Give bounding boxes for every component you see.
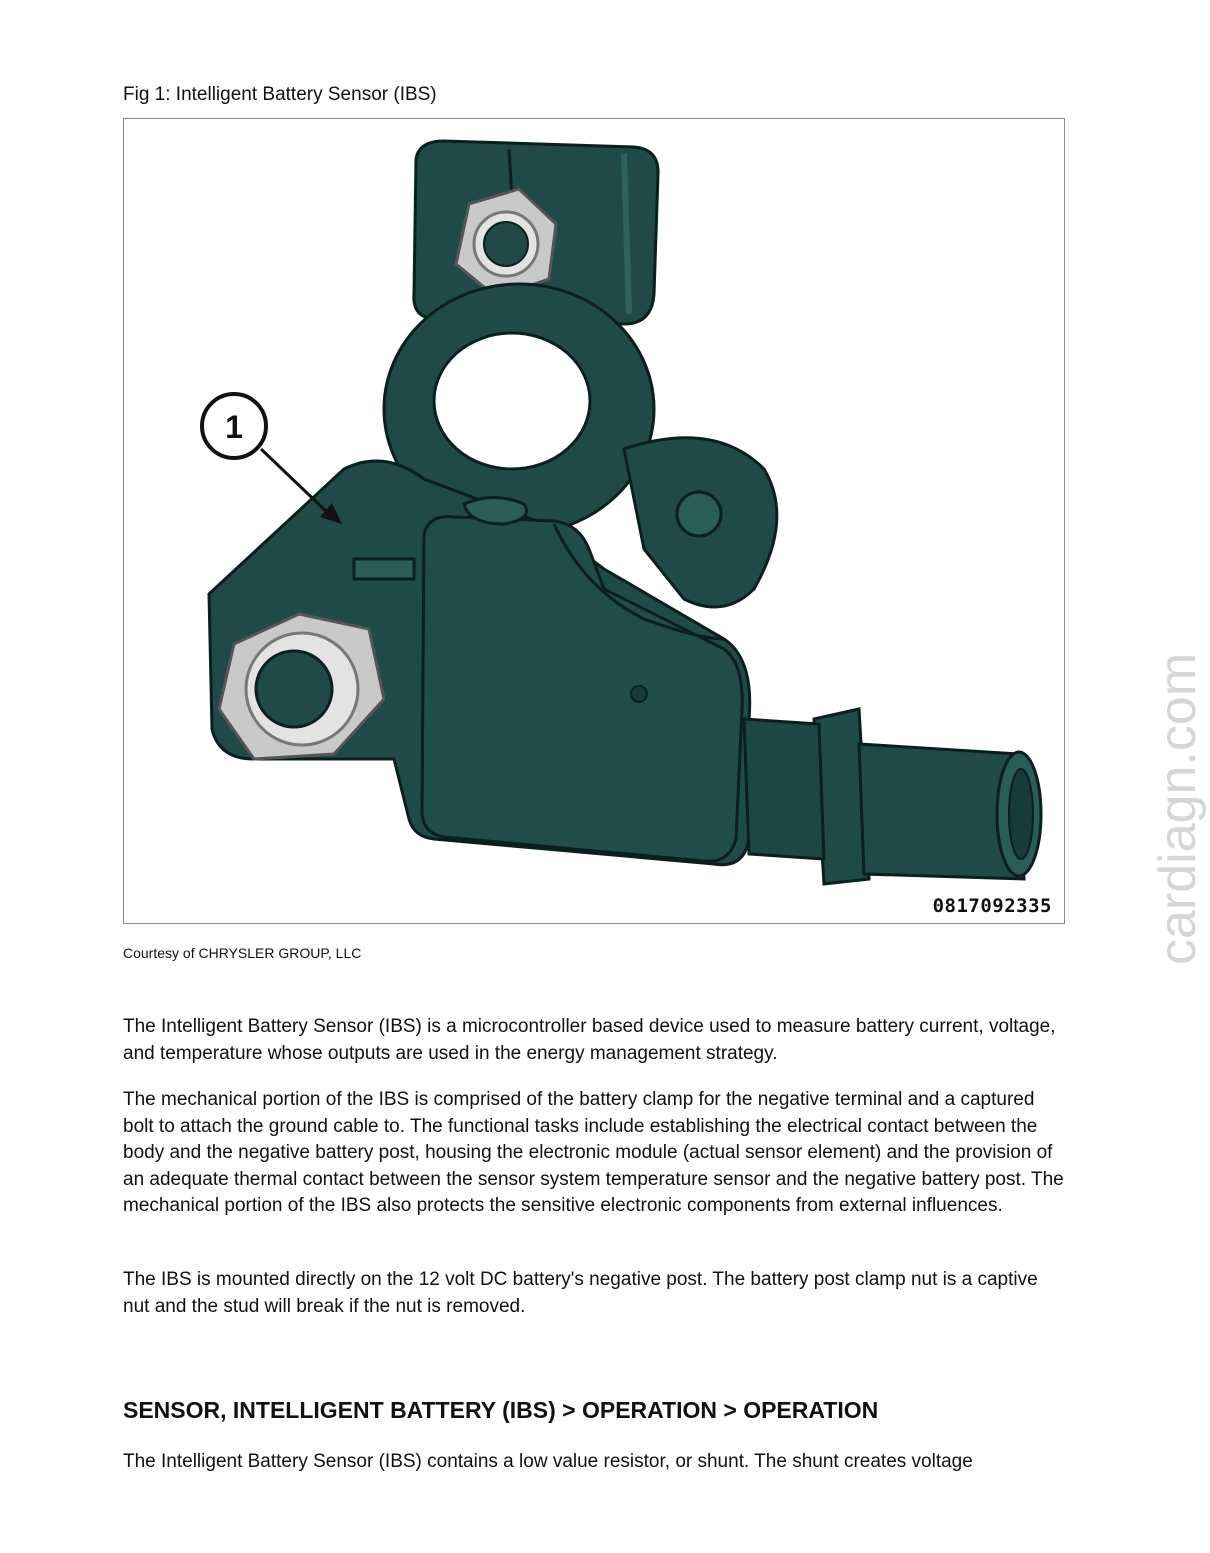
paragraph-intro: The Intelligent Battery Sensor (IBS) is a microcontroller based device used to measure battery current, voltage, and temperature whose outputs are used in the energy management strategy.: [123, 1016, 1056, 1064]
paragraph-mechanical: The mechanical portion of the IBS is comprised of the battery clamp for the negative terminal and a captured bolt to attach the ground cable to. The functional tasks include establishing the electrical contact between the body and the negative battery post, housing the electronic module (actual sensor element) and the provision of an adequate thermal contact between the sensor system temperature sensor and the negative battery post. The mechanical portion of the IBS also protects the sensitive electronic components from external influences.: [123, 1089, 1064, 1216]
figure-frame: [123, 118, 1065, 924]
ibs-illustration: [124, 119, 1064, 923]
section-heading: SENSOR, INTELLIGENT BATTERY (IBS) > OPERATION > OPERATION: [123, 1397, 879, 1423]
callout-number: 1: [225, 409, 243, 445]
paragraph-mounting: The IBS is mounted directly on the 12 volt DC battery's negative post. The battery post clamp nut is a captive nut and the stud will break if the nut is removed.: [123, 1269, 1038, 1317]
watermark: [1140, 585, 1210, 965]
paragraph-operation: The Intelligent Battery Sensor (IBS) contains a low value resistor, or shunt. The shunt creates voltage: [123, 1451, 973, 1472]
courtesy-note: Courtesy of CHRYSLER GROUP, LLC: [123, 945, 362, 961]
figure-caption: Fig 1: Intelligent Battery Sensor (IBS): [123, 84, 437, 105]
figure-id: 0817092335: [932, 895, 1052, 917]
callout-arrow: [261, 449, 329, 514]
watermark-text: cardiagn.com: [1149, 652, 1207, 965]
